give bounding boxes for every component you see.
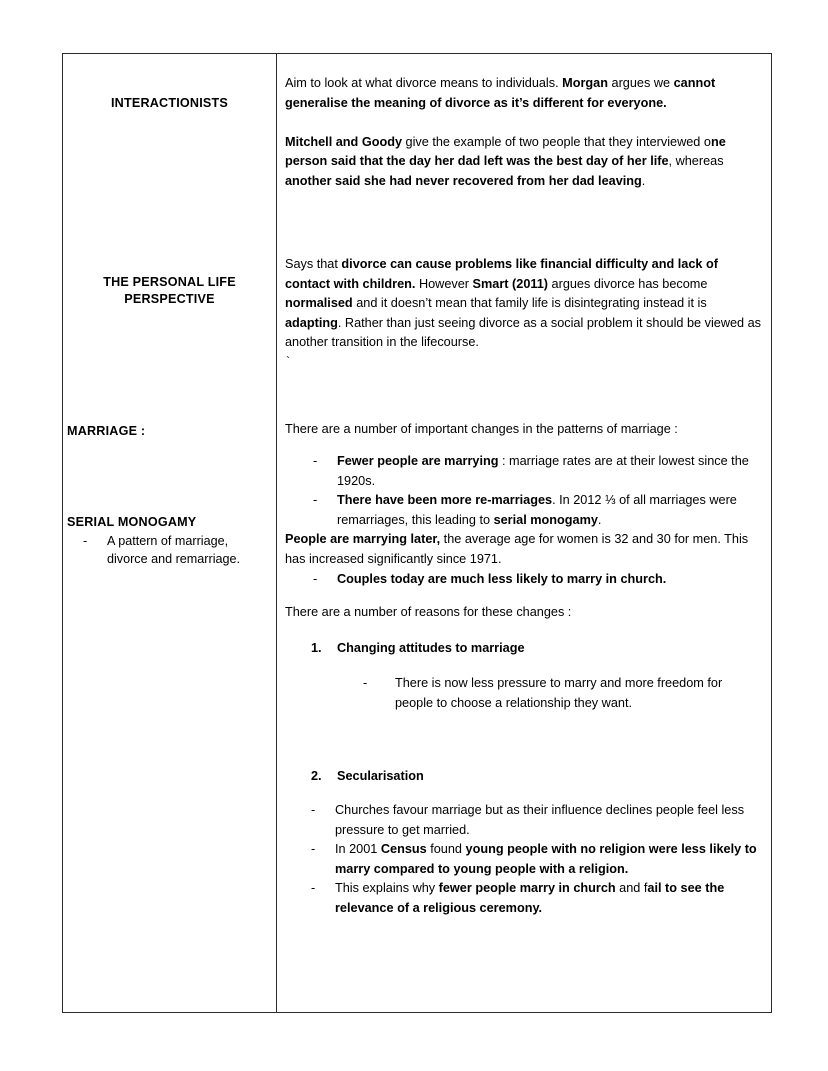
- text-bold: ne person said that the day her dad left was the best day of her life: [285, 134, 726, 169]
- text-plain: Says that: [285, 257, 342, 271]
- text-bold: Couples today are much less likely to marry in church.: [337, 571, 667, 586]
- table-left-column: [63, 54, 277, 1012]
- text-bold: ail to see the relevance of a religious ceremony.: [335, 881, 725, 915]
- serial-monogamy-point: [67, 533, 267, 568]
- item-number: 2.: [311, 769, 322, 783]
- interactionists-paragraph-1: [285, 74, 763, 113]
- text-plain: : marriage rates are at their lowest since the 1920s.: [337, 454, 749, 488]
- text-bold: Smart (2011): [472, 276, 549, 291]
- list-item: - There is now less pressure to marry and more freedom for people to choose a relationship they want.: [285, 674, 763, 713]
- numbered-item-1: [285, 639, 763, 659]
- text-plain: .: [641, 173, 646, 188]
- text-bold: Morgan: [562, 76, 608, 90]
- list-item: [285, 491, 763, 530]
- text-plain: argues divorce has become: [548, 276, 708, 291]
- stray-apostrophe-mark: `: [286, 353, 290, 368]
- marriage-unbulleted-line: [285, 530, 763, 569]
- text-plain: .: [597, 512, 602, 527]
- heading-marriage: MARRIAGE :: [67, 424, 146, 438]
- text-plain: , whereas: [668, 154, 724, 169]
- text-bold: There have been more re-marriages: [337, 493, 553, 508]
- table-right-column: [277, 54, 771, 1012]
- text-plain: . Rather than just seeing divorce as a social problem it should be viewed as another transition in the lifecourse.: [285, 315, 762, 350]
- marriage-points-list: [285, 452, 763, 589]
- list-item: [285, 570, 763, 590]
- text-plain: . In 2012 ⅓ of all marriages were remarriages, this leading to: [337, 493, 737, 527]
- text-bold: divorce can cause problems like financial difficulty and lack of contact with children.: [285, 257, 718, 291]
- text-bold: Mitchell and Goody: [285, 134, 403, 149]
- reason-1-heading: [285, 639, 763, 659]
- text-plain: and f: [615, 881, 648, 896]
- text-bold: Census: [380, 842, 427, 857]
- text-plain: Churches favour marriage but as their influence declines people feel less pressure to get married.: [335, 803, 745, 837]
- heading-personal-life-perspective: THE PERSONAL LIFE PERSPECTIVE: [103, 275, 236, 306]
- item-number: 1.: [311, 641, 322, 655]
- text-bold: another said she had never recovered from her dad leaving: [285, 173, 642, 188]
- body-personal-life-perspective: [285, 255, 763, 368]
- numbered-item-2: [285, 767, 763, 787]
- text-bold: young people with no religion were less likely to marry compared to young people with a religion.: [335, 842, 757, 876]
- list-item: [285, 840, 763, 879]
- text-bold: normalised: [285, 296, 353, 311]
- text-plain: argues we: [607, 76, 674, 90]
- reason-2-points: [285, 801, 763, 919]
- text-bold: fewer people marry in church: [438, 881, 616, 896]
- text-plain: However: [415, 276, 473, 291]
- secularisation-dash-list: [285, 801, 763, 919]
- list-item: [285, 879, 763, 918]
- text-plain: Aim to look at what divorce means to individuals.: [285, 76, 563, 90]
- personal-life-paragraph: [285, 255, 763, 353]
- reason-1-subpoints: [285, 674, 763, 713]
- text-bold: People are marrying later,: [285, 532, 441, 547]
- notes-table: [62, 53, 772, 1013]
- text-plain: In 2001: [335, 842, 381, 857]
- serial-monogamy-point-text: A pattern of marriage, divorce and remarriage.: [107, 534, 240, 566]
- body-interactionists: [285, 74, 763, 192]
- text-plain: and it doesn’t mean that family life is disintegrating instead it is: [352, 296, 707, 311]
- text-bold: Fewer people are marrying: [337, 454, 499, 468]
- reasons-intro: [285, 603, 763, 623]
- reason-1-dash-list: [285, 674, 763, 713]
- item-title: Secularisation: [337, 769, 424, 783]
- marriage-intro-text: There are a number of important changes in the patterns of marriage :: [285, 422, 678, 436]
- marriage-dash-list: [285, 452, 763, 530]
- interactionists-paragraph-2: [285, 133, 763, 192]
- marriage-intro: [285, 420, 763, 440]
- dash-bullet: -: [83, 534, 88, 548]
- text-plain: found: [426, 842, 466, 857]
- text-plain: give the example of two people that they interviewed o: [402, 134, 711, 149]
- heading-serial-monogamy: SERIAL MONOGAMY: [67, 515, 197, 529]
- reason-2-heading: [285, 767, 763, 787]
- reasons-intro-text: There are a number of reasons for these changes :: [285, 605, 572, 619]
- marriage-final-point-list: [285, 570, 763, 590]
- list-item: [285, 452, 763, 491]
- text-bold: serial monogamy: [493, 512, 598, 527]
- text-bold: cannot generalise the meaning of divorce as it’s different for everyone.: [285, 76, 716, 110]
- heading-interactionists: INTERACTIONISTS: [110, 96, 229, 110]
- text-plain: the average age for women is 32 and 30 for men. This has increased significantly since 1971.: [285, 532, 749, 566]
- list-item: [285, 801, 763, 840]
- text-plain: This explains why: [335, 881, 439, 896]
- item-title: Changing attitudes to marriage: [337, 641, 525, 655]
- text-bold: adapting: [285, 315, 338, 330]
